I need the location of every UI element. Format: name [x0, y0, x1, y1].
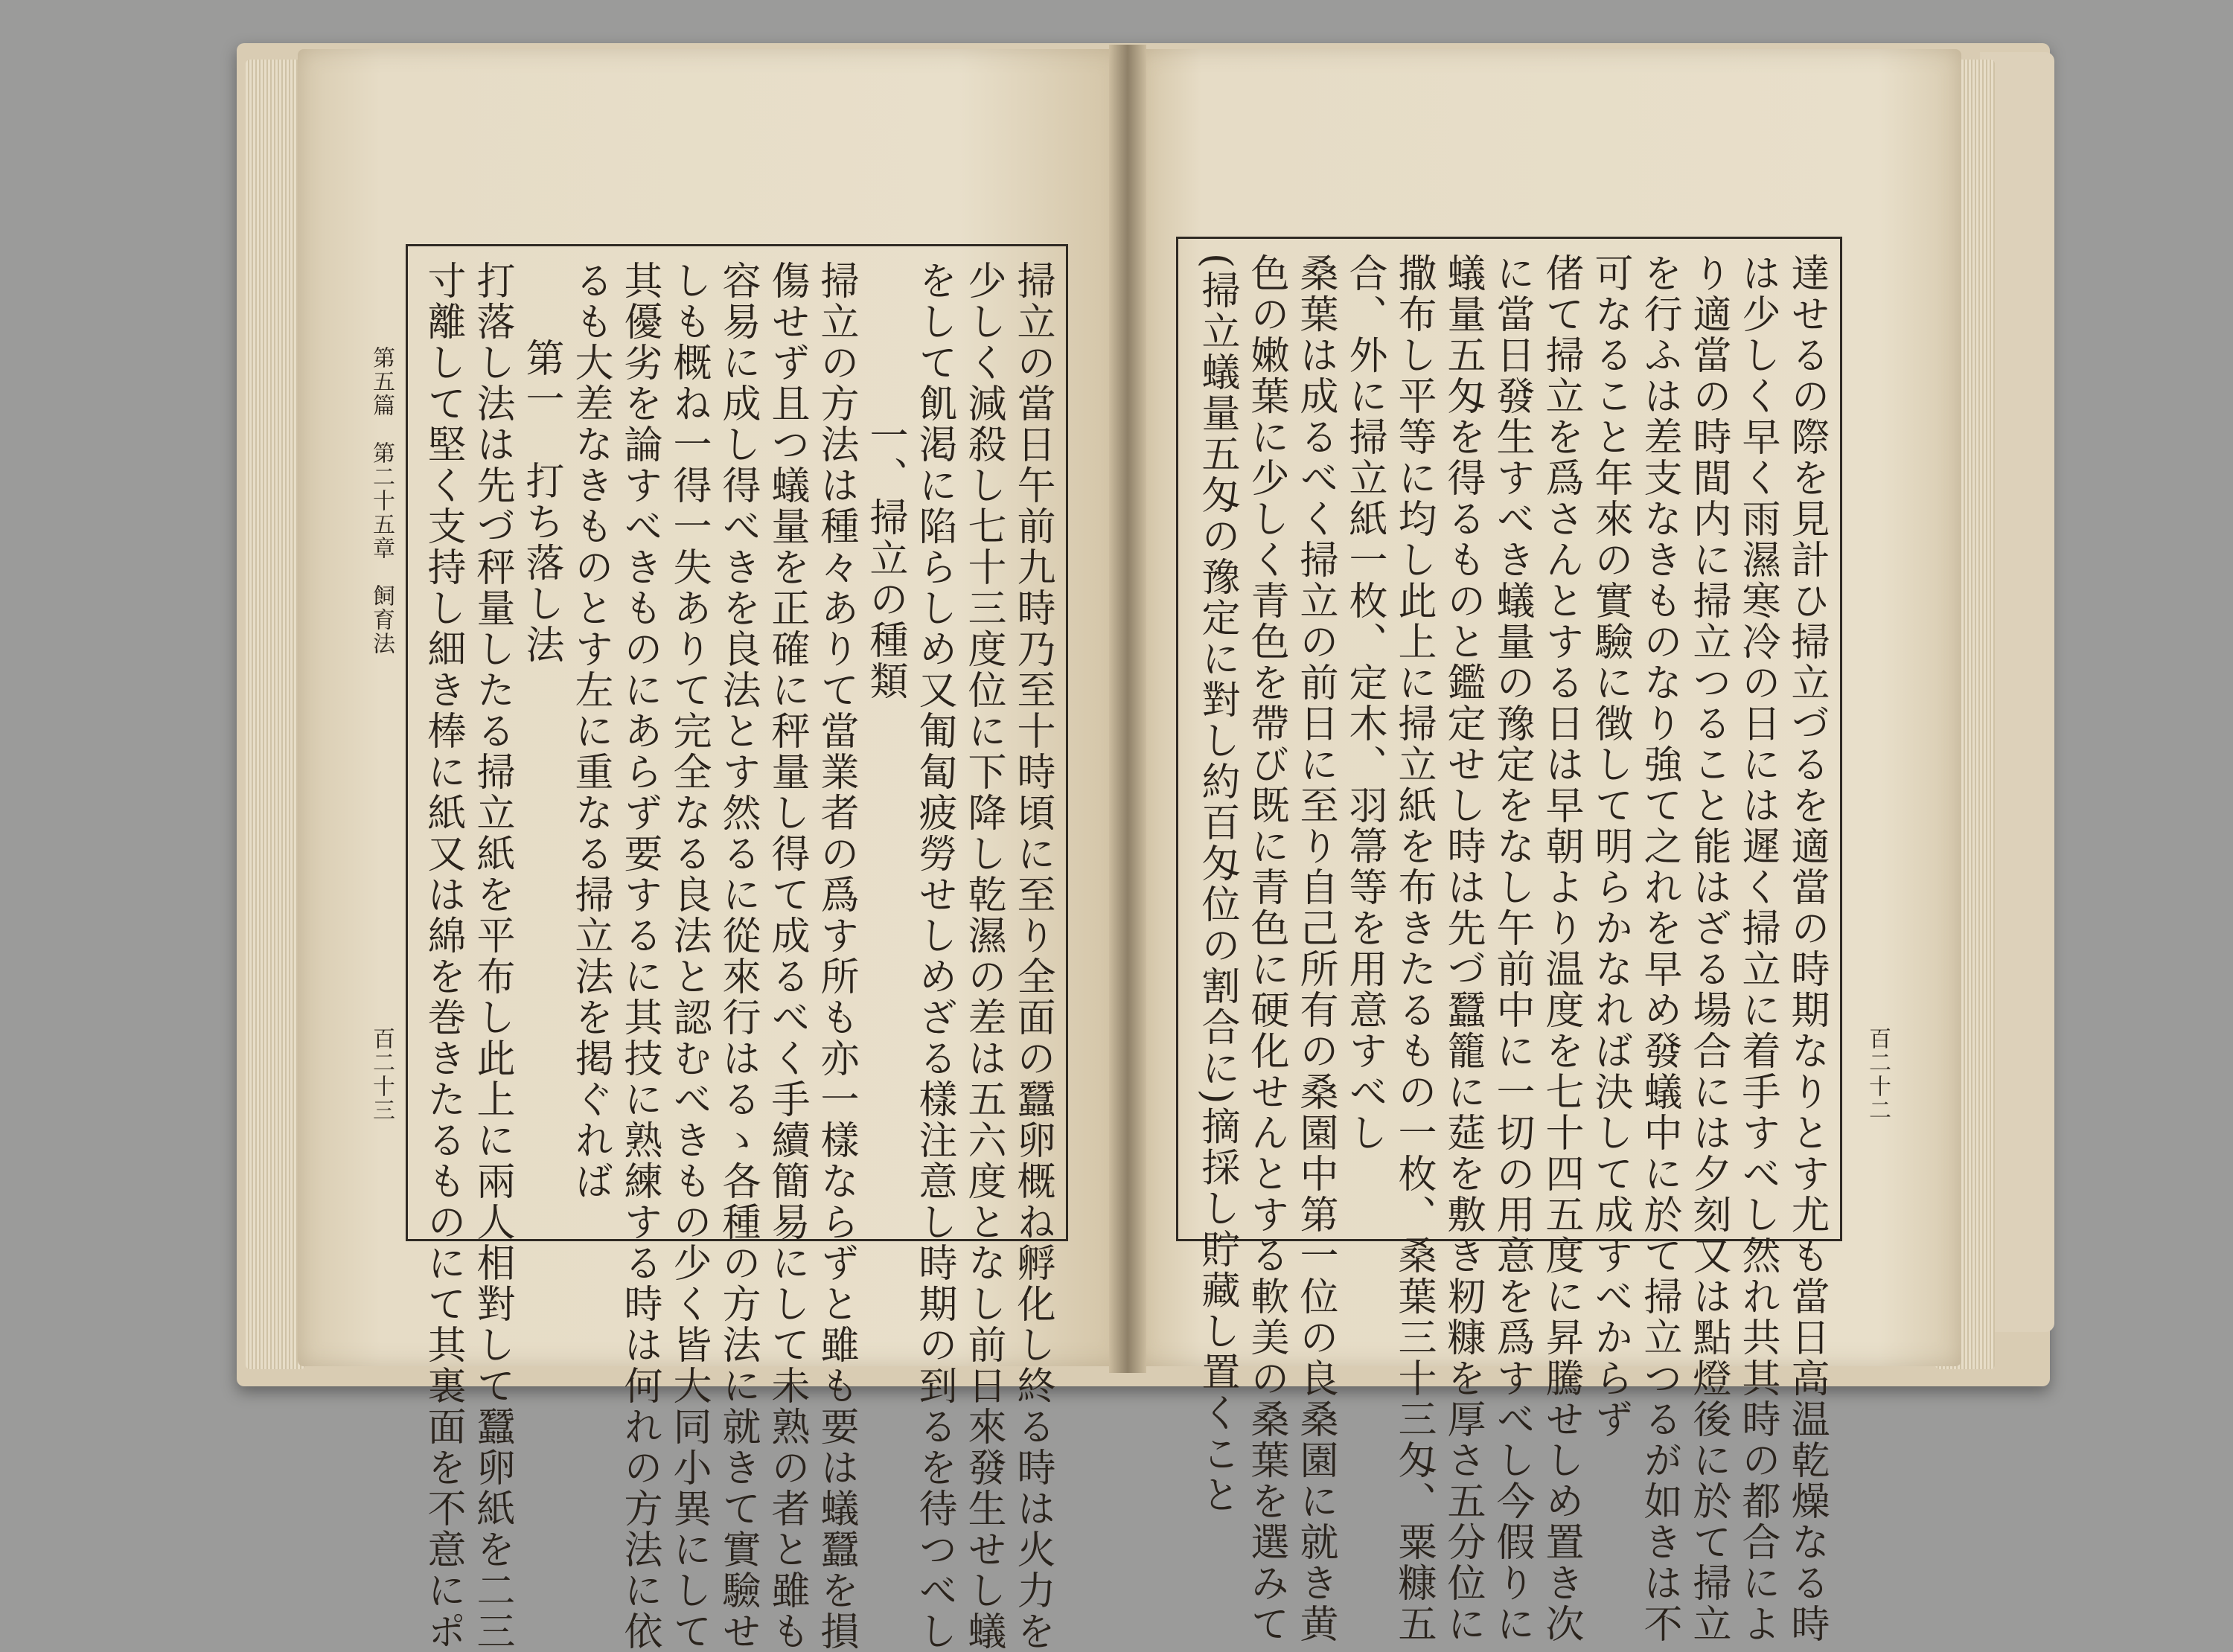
page-edges-left	[246, 60, 305, 1369]
text-line: (掃立蟻量五匁の豫定に對し約百匁位の割合に)摘採し貯藏し置くこと	[1195, 253, 1239, 1516]
text-line: を行ふは差支なきものなり強て之れを早め發蟻中に於て掃立つるが如きは不	[1637, 253, 1681, 1645]
text-line: 達せるの際を見計ひ掃立づるを適當の時期なりとす尤も當日高温乾燥なる時	[1784, 253, 1829, 1645]
text-line: に當日發生すべき蟻量の豫定をなし午前中に一切の用意を爲すべし今假りに	[1489, 253, 1534, 1645]
text-line: をして飢渇に陷らしめ又匍匐疲勞せしめざる樣注意し時期の到るを待つべし	[912, 260, 956, 1652]
left-page-text	[417, 260, 1057, 1652]
text-line: 撒布し平等に均し此上に掃立紙を布きたるもの一枚、桑葉三十三匁、粟糠五	[1391, 253, 1436, 1645]
right-page-text	[1187, 253, 1831, 1645]
text-line: 掃立の方法は種々ありて當業者の爲す所も亦一樣ならずと雖も要は蟻蠶を損	[814, 260, 858, 1652]
text-line: 寸離して堅く支持し細き棒に紙又は綿を巻きたるものにて其裏面を不意にポ	[421, 260, 465, 1652]
section-heading: 一、掃立の種類	[863, 415, 907, 702]
text-line: 偖て掃立を爲さんとする日は早朝より温度を七十四五度に昇騰せしめ置き次	[1539, 253, 1583, 1645]
running-header: 第五篇 第二十五章 飼育法	[368, 346, 394, 656]
book-gutter	[1109, 45, 1146, 1373]
page-number-left: 百二十三	[368, 1027, 394, 1122]
text-line: は少しく早く雨濕寒冷の日には遲く掃立に着手すべし然れ共其時の都合によ	[1735, 253, 1780, 1645]
text-line: 色の嫩葉に少しく青色を帶び既に青色に硬化せんとする軟美の桑葉を選みて	[1244, 253, 1288, 1645]
text-line: 掃立の當日午前九時乃至十時頃に至り全面の蠶卵概ね孵化し終る時は火力を	[1010, 260, 1055, 1652]
subsection-heading: 第一 打ち落し法	[519, 338, 563, 665]
text-line: 桑葉は成るべく掃立の前日に至り自己所有の桑園中第一位の良桑園に就き黄	[1293, 253, 1338, 1645]
text-line: 少しく減殺し七十三度位に下降し乾濕の差は五六度となし前日來發生せし蟻	[961, 260, 1006, 1652]
text-line: り適當の時間内に掃立つること能はざる場合には夕刻又は點燈後に於て掃立	[1686, 253, 1731, 1645]
page-number-right: 百二十二	[1865, 1027, 1891, 1122]
text-line: るも大差なきものとす左に重なる掃立法を掲ぐれば	[568, 260, 613, 1202]
text-line: 傷せず且つ蟻量を正確に秤量し得て成るべく手續簡易にして未熟の者と雖も	[764, 260, 809, 1652]
text-line: 可なること年來の實驗に徴して明らかなれば決して成すべからず	[1588, 253, 1632, 1440]
text-line: 打落し法は先づ秤量したる掃立紙を平布し此上に兩人相對して蠶卵紙を二三	[470, 260, 514, 1652]
text-line: しも概ね一得一失ありて完全なる良法と認むべきもの少く皆大同小異にして	[666, 260, 711, 1652]
text-line: 合、外に掃立紙一枚、定木、羽箒等を用意すべし	[1342, 253, 1387, 1153]
text-line: 容易に成し得べきを良法とす然るに從來行はるゝ各種の方法に就きて實驗せ	[715, 260, 760, 1652]
text-line: 其優劣を論すべきものにあらず要するに其技に熟練する時は何れの方法に依	[617, 260, 662, 1652]
text-line: 蟻量五匁を得るものと鑑定せし時は先づ蠶籠に莚を敷き籾糠を厚さ五分位に	[1440, 253, 1485, 1645]
